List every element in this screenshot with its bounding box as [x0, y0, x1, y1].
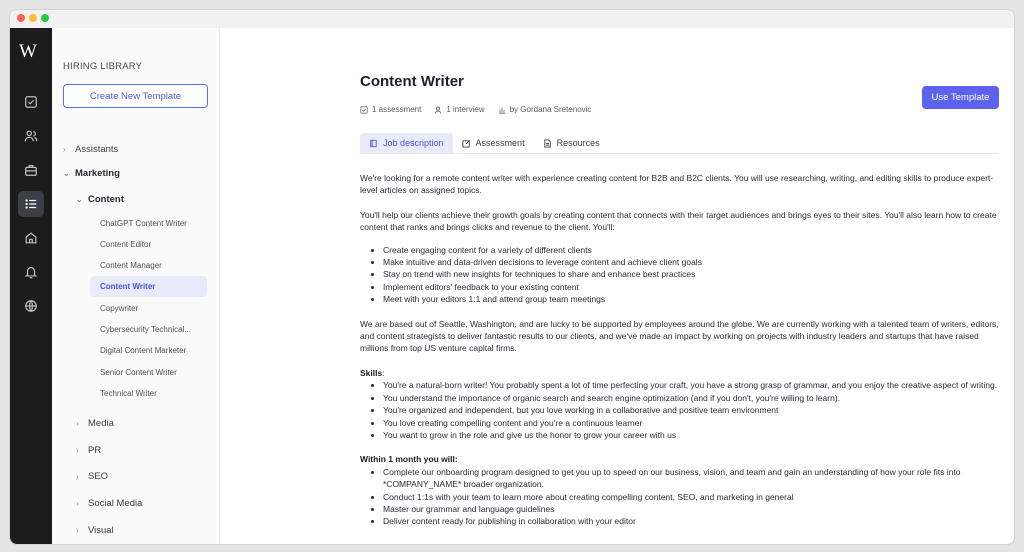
- chevron-right-icon: ›: [76, 499, 79, 508]
- chevron-right-icon: ›: [76, 526, 79, 535]
- list-item: • Conduct 1:1s with your team to learn more about creating compelling content, SEO, and marketing in general: [383, 491, 1002, 503]
- description-paragraph: We're looking for a remote content writer with experience creating content for B2B and B2C clients. You will use researching, writing, and editing skills to produce expert-level articles on assigned topics.: [360, 173, 994, 196]
- list-item: • Meet with your editors 1:1 and attend group team meetings: [383, 293, 1002, 305]
- list-item: • Create engaging content for a variety of different clients: [383, 244, 1002, 256]
- template-item[interactable]: Content Manager: [100, 261, 162, 270]
- skills-list: [360, 379, 1002, 441]
- tree-group-label: Assistants: [75, 144, 119, 155]
- app-window: [10, 10, 1014, 544]
- use-template-button[interactable]: Use Template: [922, 86, 999, 109]
- app-logo[interactable]: W: [19, 41, 36, 62]
- tab-bar: [360, 133, 999, 154]
- tree-group-assistants[interactable]: [63, 144, 118, 155]
- list-item: • Implement editors' feedback to your existing content: [383, 281, 1002, 293]
- tree-subgroup-label: Media: [88, 418, 114, 429]
- interview-count: 1 interview: [434, 105, 484, 114]
- description-paragraph: You'll help our clients achieve their growth goals by creating content that connects with their target audiences and brings eyes to their sites. You'll also learn how to create content that ranks and brings clicks and revenue to the client. You'll:: [360, 209, 997, 233]
- bell-icon[interactable]: [18, 259, 44, 285]
- template-meta: [360, 105, 591, 114]
- template-item[interactable]: Copywriter: [100, 304, 139, 313]
- window-titlebar: [10, 10, 1014, 28]
- tree-subgroup-visual[interactable]: [76, 525, 114, 536]
- tree-subgroup-label: SEO: [88, 471, 109, 482]
- briefcase-icon[interactable]: [18, 157, 44, 183]
- chevron-right-icon: ›: [63, 145, 66, 154]
- minimize-window-button[interactable]: [29, 14, 37, 22]
- list-item: • Deliver content ready for publishing in collaboration with your editor: [383, 515, 1002, 527]
- create-template-button[interactable]: Create New Template: [63, 84, 208, 108]
- tab-job-description[interactable]: Job description: [360, 133, 453, 153]
- template-item[interactable]: Cybersecurity Technical...: [100, 325, 191, 334]
- page-title: Content Writer: [360, 73, 464, 90]
- list-item: • Stay on trend with new insights for techniques to share and enhance best practices: [383, 268, 1002, 280]
- chevron-right-icon: ›: [76, 419, 79, 428]
- tab-resources[interactable]: Resources: [534, 133, 609, 153]
- user-icon: [434, 106, 442, 114]
- tree-subgroup-label: PR: [88, 445, 102, 456]
- assessment-count: 1 assessment: [360, 105, 421, 114]
- users-icon[interactable]: [18, 123, 44, 149]
- checkbox-icon[interactable]: [18, 89, 44, 115]
- list-icon[interactable]: [18, 191, 44, 217]
- tree-subgroup-seo[interactable]: [76, 471, 108, 482]
- month-heading: Within 1 month you will:: [360, 454, 458, 465]
- document-icon: [543, 139, 552, 148]
- list-item: • You understand the importance of organic search and search engine optimization (and if you don't, you're willing to learn).: [383, 392, 1002, 404]
- tree-subgroup-media[interactable]: [76, 418, 114, 429]
- chevron-down-icon: ⌄: [63, 169, 70, 178]
- icon-sidebar: [10, 28, 52, 544]
- template-item[interactable]: Content Editor: [100, 240, 152, 249]
- template-item-active[interactable]: Content Writer: [90, 276, 207, 297]
- edit-icon: [462, 139, 471, 148]
- library-sidebar: [52, 28, 220, 544]
- job-description: [360, 172, 1002, 528]
- book-icon: [369, 139, 378, 148]
- close-window-button[interactable]: [17, 14, 25, 22]
- library-title: HIRING LIBRARY: [63, 61, 143, 72]
- tree-group-marketing[interactable]: [63, 168, 120, 179]
- list-item: • You're a natural-born writer! You probably spent a lot of time perfecting your craft, you have a strong grasp of grammar, and you enjoy the creative aspect of writing.: [383, 379, 1002, 391]
- list-item: • Make intuitive and data-driven decisions to leverage content and achieve client goals: [383, 256, 1002, 268]
- chevron-right-icon: ›: [76, 472, 79, 481]
- tree-subgroup-content[interactable]: [76, 194, 124, 205]
- tree-subgroup-label: Content: [88, 194, 124, 205]
- duties-list: [360, 244, 1002, 306]
- chevron-right-icon: ›: [76, 446, 79, 455]
- list-item: • You love creating compelling content and you're a continuous learner: [383, 417, 1002, 429]
- template-item[interactable]: ChatGPT Content Writer: [100, 219, 187, 228]
- template-item[interactable]: Technical Writer: [100, 389, 157, 398]
- description-paragraph: We are based out of Seattle, Washington, and are lucky to be supported by employees around the globe. We are currently working with a talented team of writers, editors, and content strategists to deliver fantastic results to our clients, and we've made an impact by working on projects with industry leaders and startups that have raised millions from top US venture capital firms.: [360, 318, 999, 354]
- tree-subgroup-label: Social Media: [88, 498, 143, 509]
- list-item: • You're organized and independent, but you love working in a collaborative and positive team environment: [383, 404, 1002, 416]
- checkbox-icon: [360, 106, 368, 114]
- list-item: • Complete our onboarding program designed to get you up to speed on our business, vision, and team and gain an understanding of how your role fits into *COMPANY_NAME* broader organization.: [383, 466, 1002, 491]
- globe-icon[interactable]: [18, 293, 44, 319]
- template-item[interactable]: Digital Content Marketer: [100, 346, 187, 355]
- bar-chart-icon: [498, 106, 506, 114]
- tab-assessment[interactable]: Assessment: [453, 133, 534, 153]
- tree-subgroup-label: Visual: [88, 525, 114, 536]
- tree-subgroup-social-media[interactable]: [76, 498, 142, 509]
- list-item: • You want to grow in the role and give us the honor to grow your career with us: [383, 429, 1002, 441]
- skills-heading: Skills:: [360, 367, 385, 378]
- month-list: [360, 466, 1002, 528]
- tree-group-label: Marketing: [75, 168, 120, 179]
- tree-subgroup-pr[interactable]: [76, 445, 101, 456]
- author-credit: by Gordana Sretenovic: [498, 105, 592, 114]
- home-icon[interactable]: [18, 225, 44, 251]
- template-item[interactable]: Senior Content Writer: [100, 368, 177, 377]
- maximize-window-button[interactable]: [41, 14, 49, 22]
- chevron-down-icon: ⌄: [76, 195, 83, 204]
- list-item: • Master our grammar and language guidelines: [383, 503, 1002, 515]
- main-panel: [220, 28, 1014, 544]
